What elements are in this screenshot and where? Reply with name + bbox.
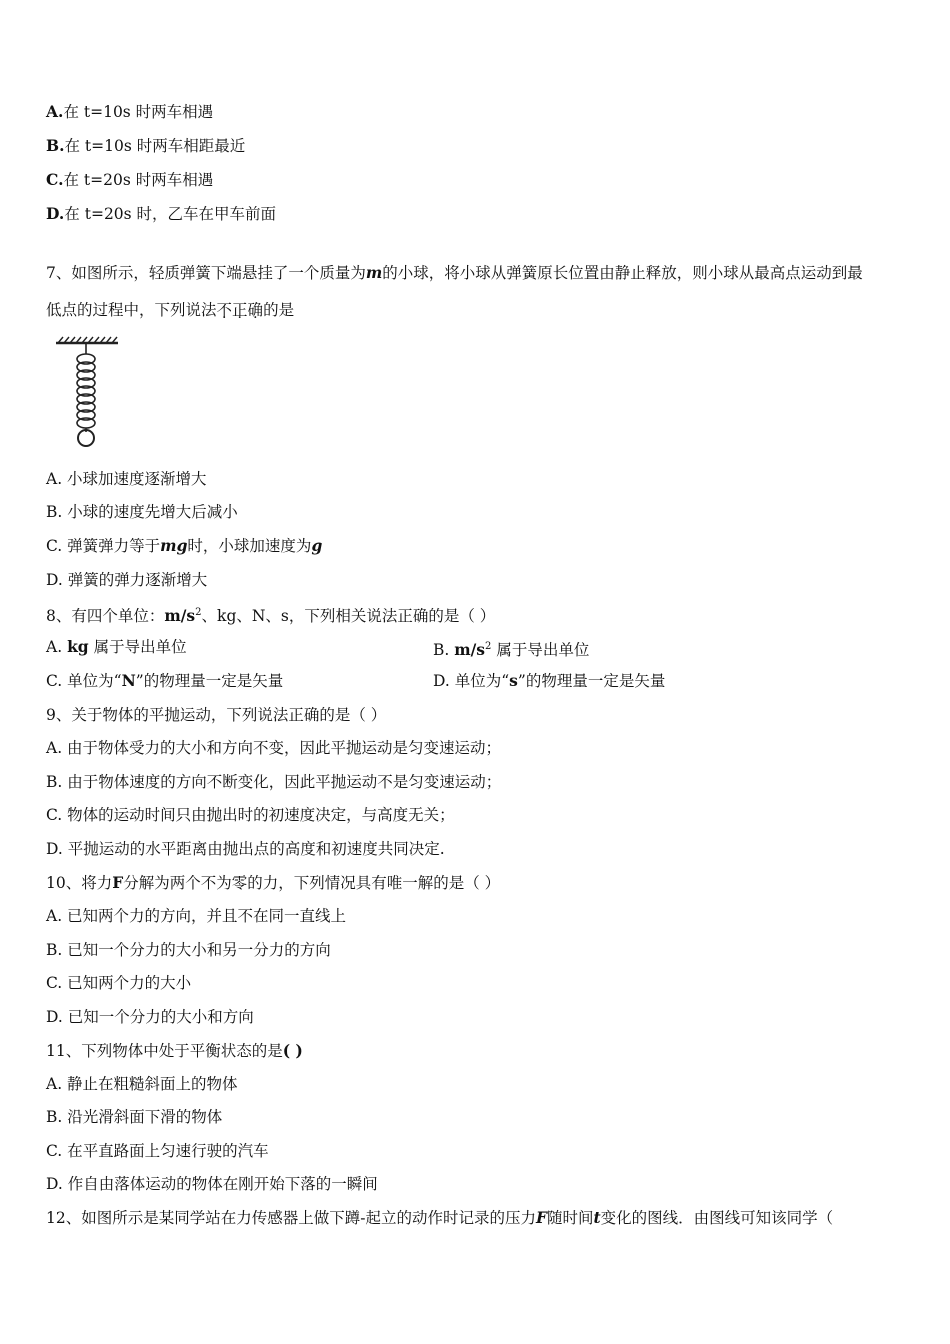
q8-stem: 8、有四个单位：$m/s^2$、kg、N、s，下列相关说法正确的是（ ） (46, 606, 496, 626)
q6-option-c: C.在 t=20s 时两车相遇 (46, 170, 214, 189)
q10-option-a: A. 已知两个力的方向，并且不在同一直线上 (46, 907, 347, 925)
q7-option-c: C. 弹簧弹力等于mg时，小球加速度为g (46, 536, 323, 555)
q8-option-a: A. kg 属于导出单位 (46, 637, 187, 656)
q9-option-a: A. 由于物体受力的大小和方向不变，因此平抛运动是匀变速运动； (46, 739, 502, 757)
q10-option-c: C. 已知两个力的大小 (46, 974, 192, 992)
q11-stem: 11、下列物体中处于平衡状态的是( ) (46, 1041, 303, 1060)
q8-option-d: D. 单位为“s”的物理量一定是矢量 (433, 671, 666, 690)
q10-stem: 10、将力F分解为两个不为零的力，下列情况具有唯一解的是（ ） (46, 873, 501, 892)
q9-option-c: C. 物体的运动时间只由抛出时的初速度决定，与高度无关； (46, 806, 455, 824)
q11-option-c: C. 在平直路面上匀速行驶的汽车 (46, 1142, 269, 1160)
q8-option-b: B. $m/s^2$ 属于导出单位 (433, 640, 590, 660)
q6-option-a: A.在 t=10s 时两车相遇 (46, 102, 214, 121)
q10-option-b: B. 已知一个分力的大小和另一分力的方向 (46, 941, 331, 959)
q9-stem: 9、关于物体的平抛运动，下列说法正确的是（ ） (46, 706, 387, 724)
q6-option-b: B.在 t=10s 时两车相距最近 (46, 136, 246, 155)
q9-option-d: D. 平抛运动的水平距离由抛出点的高度和初速度共同决定. (46, 840, 445, 858)
spring-ball-figure (52, 336, 124, 450)
q7-option-a: A. 小球加速度逐渐增大 (46, 470, 207, 488)
q10-option-d: D. 已知一个分力的大小和方向 (46, 1008, 254, 1026)
q8-option-c: C. 单位为“N”的物理量一定是矢量 (46, 671, 284, 690)
q9-option-b: B. 由于物体速度的方向不断变化，因此平抛运动不是匀变速运动； (46, 773, 502, 791)
q11-option-b: B. 沿光滑斜面下滑的物体 (46, 1108, 223, 1126)
q7-option-d: D. 弹簧的弹力逐渐增大 (46, 571, 208, 589)
q11-option-a: A. 静止在粗糙斜面上的物体 (46, 1075, 238, 1093)
q7-option-b: B. 小球的速度先增大后减小 (46, 503, 238, 521)
q7-stem-line2: 低点的过程中，下列说法不正确的是 (46, 301, 295, 319)
q11-option-d: D. 作自由落体运动的物体在刚开始下落的一瞬间 (46, 1175, 378, 1193)
q7-stem-line1: 7、如图所示，轻质弹簧下端悬挂了一个质量为m的小球，将小球从弹簧原长位置由静止释放，则小球从最高点运动到最 (46, 263, 863, 282)
q6-option-d: D.在 t=20s 时，乙车在甲车前面 (46, 204, 277, 223)
q12-stem: 12、如图所示是某同学站在力传感器上做下蹲-起立的动作时记录的压力F随时间t变化的图线．由图线可知该同学（ (46, 1208, 834, 1227)
